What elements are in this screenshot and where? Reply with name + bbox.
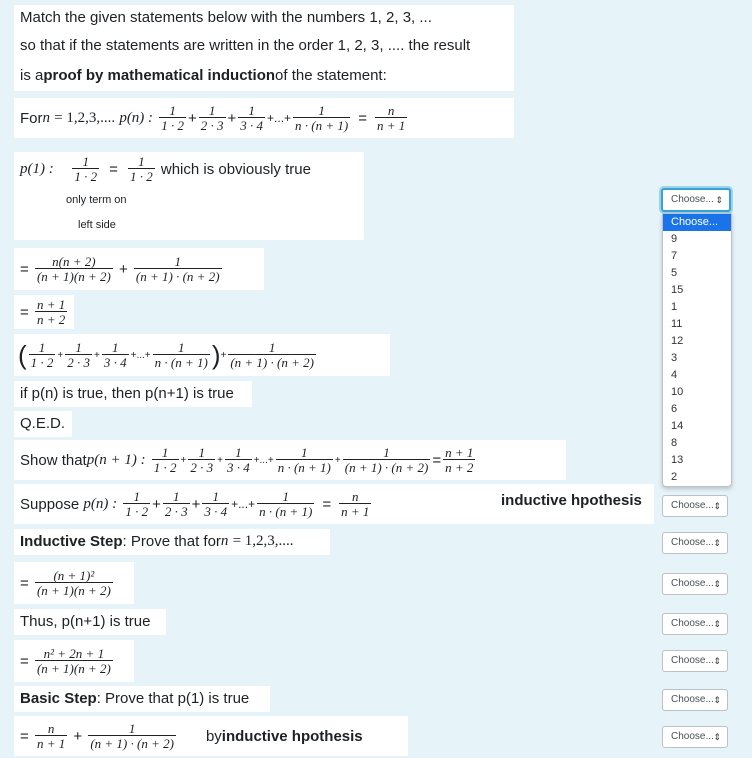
- dropdown-option[interactable]: 7: [671, 250, 678, 262]
- answer-select-l[interactable]: Choose... ⇕: [662, 689, 728, 711]
- dropdown-list[interactable]: [662, 213, 732, 487]
- chevron-updown-icon: ⇕: [713, 656, 721, 666]
- stmt-j: Thus, p(n+1) is true: [20, 613, 151, 630]
- dropdown-option[interactable]: 8: [671, 437, 678, 449]
- chevron-updown-icon: ⇕: [713, 579, 721, 589]
- answer-select-m[interactable]: Choose... ⇕: [662, 726, 728, 748]
- stmt-h: Inductive Step : Prove that for n = 1,2,3,....: [20, 533, 294, 550]
- stmt-a: = $\frac{n(n + 2)}{(n + 1)(n + 2)}$ + $\frac{1}{(n + 1) \cdot (n + 2)}$: [20, 254, 220, 284]
- answer-select-h[interactable]: Choose... ⇕: [662, 532, 728, 554]
- instructions-line-1: Match the given statements below with the numbers 1, 2, 3, ...: [20, 9, 432, 26]
- dropdown-option[interactable]: 14: [671, 420, 684, 432]
- chevron-updown-icon: ⇕: [715, 195, 723, 205]
- statement-formula: For n = 1,2,3,.... p(n) : $\frac{1}{1 \cdot 2}$ + $\frac{1}{2 \cdot 3}$ + $\frac{1}{3 \cdot 4}$ +...+ $\frac{1}{n \cdot (n + 1)}$ = $\frac{n}{n + 1}$: [20, 103, 406, 133]
- dropdown-option[interactable]: 3: [671, 352, 678, 364]
- stmt-l: Basic Step : Prove that p(1) is true: [20, 690, 250, 707]
- dropdown-option[interactable]: 5: [671, 267, 678, 279]
- stmt-g-hypothesis-label: inductive hpothesis: [501, 492, 642, 509]
- stmt-c: ( $\frac{1}{1 \cdot 2}$ + $\frac{1}{2 \cdot 3}$ + $\frac{1}{3 \cdot 4}$ +...+ $\frac{1}{n \cdot (n + 1)}$ ) + $\frac{1}{(n + 1) \cdot (n + 2)}$: [18, 339, 314, 370]
- dropdown-option[interactable]: 11: [671, 318, 683, 330]
- stmt-p1: p(1) : $\frac{1}{1 \cdot 2}$ = $\frac{1}{1 \cdot 2}$ which is obviously true: [20, 154, 311, 184]
- chevron-updown-icon: ⇕: [713, 501, 721, 511]
- dropdown-option[interactable]: 10: [671, 386, 684, 398]
- dropdown-option[interactable]: 4: [671, 369, 678, 381]
- chevron-updown-icon: ⇕: [713, 538, 721, 548]
- dropdown-option[interactable]: 12: [671, 335, 684, 347]
- answer-select-g[interactable]: Choose... ⇕: [662, 495, 728, 517]
- dropdown-option[interactable]: 1: [671, 301, 678, 313]
- stmt-f: Show that p(n + 1) : $\frac{1}{1 \cdot 2}$ + $\frac{1}{2 \cdot 3}$ + $\frac{1}{3 \cdot 4}$ +...+ $\frac{1}{n \cdot (n + 1)}$ + $\frac{1}{(n + 1) \cdot (n + 2)}$ = $\frac{n + 1}{n + 2}$: [20, 445, 474, 475]
- chevron-updown-icon: ⇕: [713, 619, 721, 629]
- dropdown-option[interactable]: 9: [671, 233, 678, 245]
- instructions-line-3: is a proof by mathematical induction of the statement:: [20, 67, 387, 84]
- dropdown-option[interactable]: 6: [671, 403, 678, 415]
- stmt-k: = $\frac{\text{n² + 2n + 1}}{(n + 1)(n + 2)}$: [20, 646, 111, 676]
- stmt-m: = $\frac{n}{n + 1}$ + $\frac{1}{(n + 1) \cdot (n + 2)}$ by inductive hpothesis: [20, 721, 363, 751]
- instructions-line-2: so that if the statements are written in the order 1, 2, 3, .... the result: [20, 37, 471, 54]
- answer-select-1[interactable]: Choose... ⇕: [661, 188, 731, 212]
- chevron-updown-icon: ⇕: [713, 695, 721, 705]
- stmt-i: = $\frac{\text{(n + 1)²}}{(n + 1)(n + 2)}$: [20, 568, 111, 598]
- stmt-p1-note-2: left side: [78, 219, 116, 231]
- stmt-e: Q.E.D.: [20, 415, 66, 432]
- dropdown-option[interactable]: 15: [671, 284, 684, 296]
- dropdown-option[interactable]: Choose...: [663, 214, 731, 231]
- dropdown-option[interactable]: 2: [671, 471, 678, 483]
- chevron-updown-icon: ⇕: [713, 732, 721, 742]
- stmt-g: Suppose p(n) : $\frac{1}{1 \cdot 2}$ + $\frac{1}{2 \cdot 3}$ + $\frac{1}{3 \cdot 4}$ +...+ $\frac{1}{n \cdot (n + 1)}$ = $\frac{n}{n + 1}$: [20, 489, 370, 519]
- stmt-p1-note-1: only term on: [66, 194, 127, 206]
- stmt-d: if p(n) is true, then p(n+1) is true: [20, 385, 234, 402]
- dropdown-option[interactable]: 13: [671, 454, 684, 466]
- answer-select-i[interactable]: Choose... ⇕: [662, 573, 728, 595]
- stmt-b: = $\frac{n + 1}{n + 2}$: [20, 297, 66, 327]
- answer-select-j[interactable]: Choose... ⇕: [662, 613, 728, 635]
- answer-select-k[interactable]: Choose... ⇕: [662, 650, 728, 672]
